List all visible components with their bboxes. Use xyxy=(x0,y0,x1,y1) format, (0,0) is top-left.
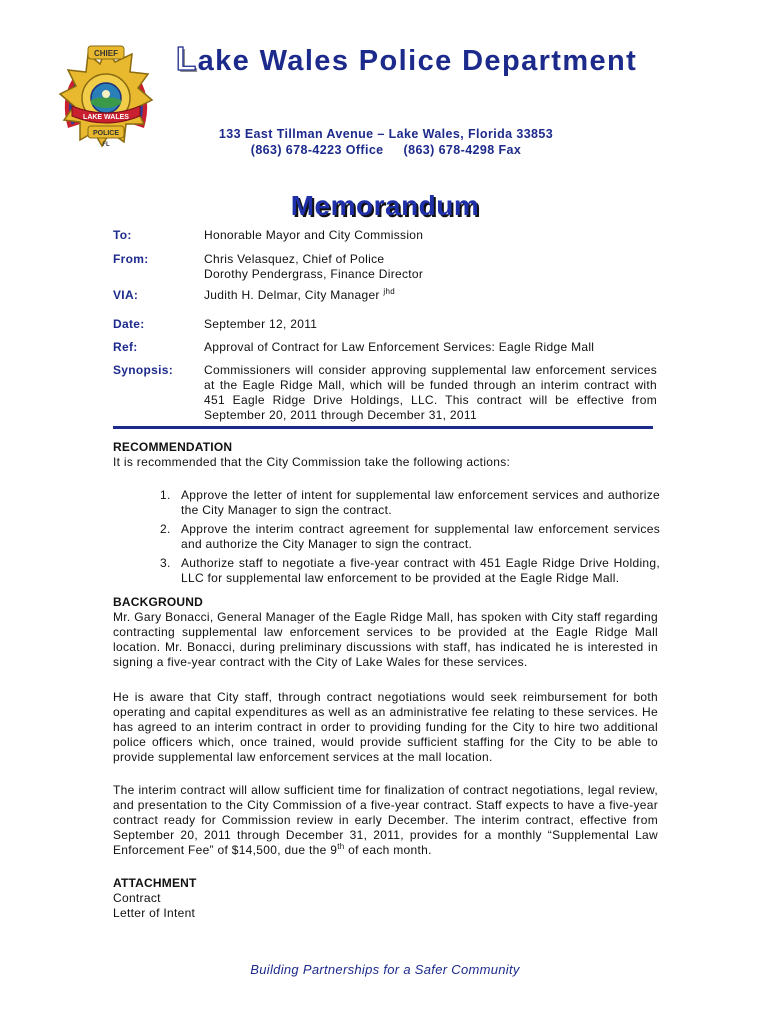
list-item-text: Approve the letter of intent for supplemental law enforcement services and authorize the City Manager to sign the contract. xyxy=(181,488,660,517)
list-item-text: Approve the interim contract agreement for supplemental law enforcement services and authorize the City Manager to sign the contract. xyxy=(181,522,660,551)
department-title-initial: L xyxy=(176,40,198,77)
police-badge-icon xyxy=(58,40,154,150)
memo-from-line: Dorothy Pendergrass, Finance Director xyxy=(204,267,424,281)
list-item-number: 1. xyxy=(160,488,171,502)
attachment-item: Letter of Intent xyxy=(113,906,196,920)
background-paragraph-text: The interim contract will allow sufficient time for finalization of contract negotiations, legal review, and presentation to the City Commission of a five-year contract. Staff expects to have a five-year contract ready for Commission review in early December. The interim contract, effective from September 20, 2011 through December 31, 2011, provides for a monthly “Supplemental Law Enforcement Fee” of $14,500, due the 9 xyxy=(113,783,658,857)
recommendation-list xyxy=(160,488,660,590)
list-item-number: 2. xyxy=(160,522,171,536)
attachment-item: Contract xyxy=(113,891,161,905)
background-paragraph xyxy=(113,783,658,858)
svg-text:CHIEF: CHIEF xyxy=(94,49,118,58)
department-address: 133 East Tillman Avenue – Lake Wales, Florida 33853 xyxy=(218,127,554,141)
list-item-number: 3. xyxy=(160,556,171,570)
background-section xyxy=(113,595,658,670)
list-item xyxy=(160,522,660,552)
attachment-section xyxy=(113,876,658,921)
memo-from-value xyxy=(204,252,659,282)
list-item-text: Authorize staff to negotiate a five-year contract with 451 Eagle Ridge Drive Holding, LLC for supplemental law enforcement to be provided at the Eagle Ridge Mall. xyxy=(181,556,660,585)
background-paragraph-2 xyxy=(113,690,658,765)
department-phones xyxy=(176,142,596,158)
memo-from-line: Chris Velasquez, Chief of Police xyxy=(204,252,385,266)
svg-text:LAKE WALES: LAKE WALES xyxy=(83,114,129,121)
memo-via-label: VIA: xyxy=(113,288,139,302)
office-phone: (863) 678-4223 Office xyxy=(250,143,384,157)
department-address-block xyxy=(176,126,596,158)
police-badge-logo xyxy=(58,40,154,150)
memo-synopsis-value: Commissioners will consider approving supplemental law enforcement services at the Eagle Ridge Mall, which will be funded through an interim contract with 451 Eagle Ridge Drive Holdings, LLC. This contract will be effective from September 20, 2011 through December 31, 2011 xyxy=(204,363,657,422)
memo-via-name: Judith H. Delmar, City Manager xyxy=(204,288,380,302)
fax-number: (863) 678-4298 Fax xyxy=(403,143,522,157)
section-divider xyxy=(113,426,653,429)
memo-to-value: Honorable Mayor and City Commission xyxy=(204,228,424,242)
recommendation-section xyxy=(113,440,658,470)
department-title xyxy=(176,40,637,78)
recommendation-heading: RECOMMENDATION xyxy=(113,440,233,454)
memo-via-initials: jhd xyxy=(383,287,395,296)
memo-from-label: From: xyxy=(113,252,149,266)
background-paragraph: He is aware that City staff, through contract negotiations would seek reimbursement for both operating and capital expenditures as well as an administrative fee relating to these services. He has agreed to an interim contract in order to providing funding for the City to hire two additional police officers which, once trained, would provide sufficient staffing for the City to be able to provide supplemental law enforcement services at the mall location. xyxy=(113,690,658,764)
list-item xyxy=(160,556,660,586)
memo-title: Memorandum xyxy=(290,190,480,221)
background-paragraph: Mr. Gary Bonacci, General Manager of the Eagle Ridge Mall, has spoken with City staff regarding contracting supplemental law enforcement services to be provided at the Eagle Ridge Mall location. Mr. Bonacci, during preliminary discussions with staff, has indicated he is interested in signing a five-year contract with the City of Lake Wales for these services. xyxy=(113,610,658,669)
memo-date-label: Date: xyxy=(113,317,145,331)
background-heading: BACKGROUND xyxy=(113,595,203,609)
svg-text:POLICE: POLICE xyxy=(92,130,120,137)
recommendation-intro: It is recommended that the City Commission take the following actions: xyxy=(113,455,511,469)
background-paragraph-3 xyxy=(113,783,658,858)
footer-tagline: Building Partnerships for a Safer Community xyxy=(250,962,520,977)
list-item xyxy=(160,488,660,518)
memo-synopsis-label: Synopsis: xyxy=(113,363,174,377)
svg-text:FL: FL xyxy=(102,142,110,148)
memo-via-value xyxy=(204,288,659,303)
memo-ref-value: Approval of Contract for Law Enforcement Services: Eagle Ridge Mall xyxy=(204,340,595,354)
memo-ref-label: Ref: xyxy=(113,340,138,354)
attachment-heading: ATTACHMENT xyxy=(113,876,197,890)
background-paragraph-end: of each month. xyxy=(344,843,432,857)
department-title-rest: ake Wales Police Department xyxy=(197,45,638,77)
memo-date-value: September 12, 2011 xyxy=(204,317,318,331)
ordinal-suffix: th xyxy=(337,842,345,851)
memo-to-label: To: xyxy=(113,228,132,242)
